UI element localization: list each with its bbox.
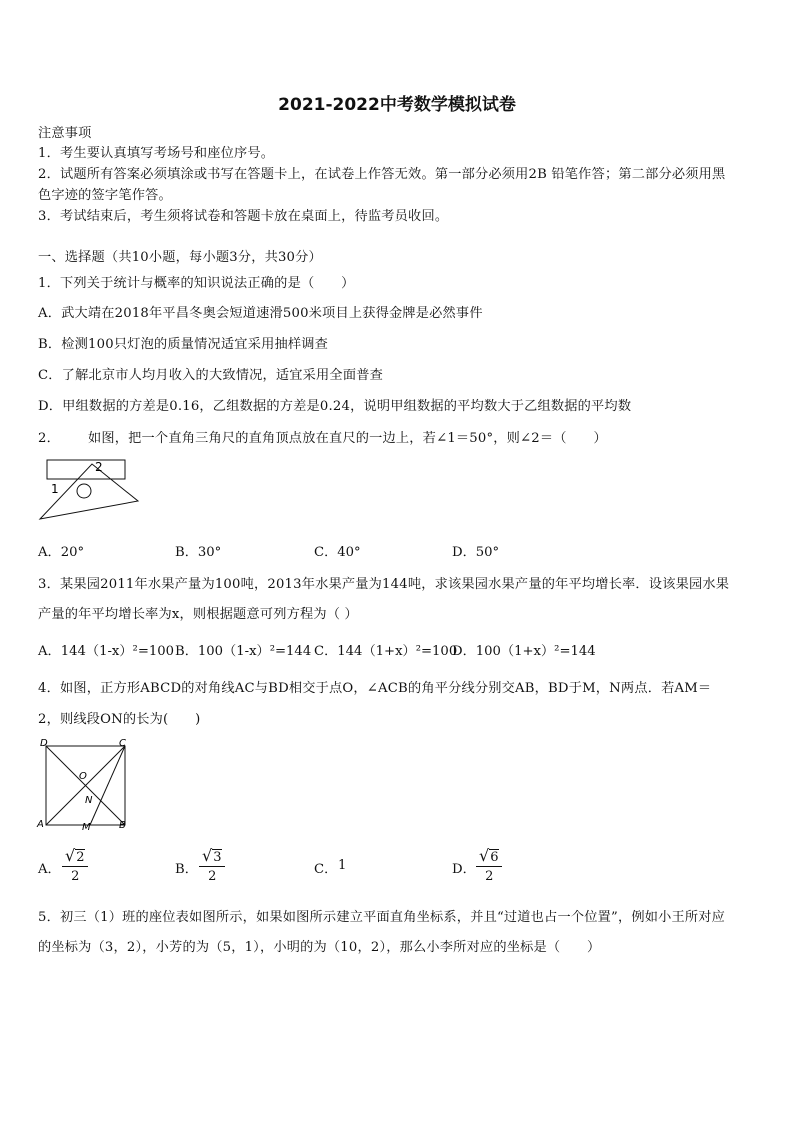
question-2-option-a: A．20°	[38, 545, 85, 560]
question-2-stem: 如图，把一个直角三角尺的直角顶点放在直尺的一边上，若∠1＝50°，则∠2＝（ ）	[88, 431, 607, 446]
ruler-triangle-figure	[36, 456, 146, 526]
angle-1-label: 1	[51, 482, 59, 496]
point-o-label: O	[79, 771, 87, 782]
question-2-option-c: C．40°	[314, 545, 361, 560]
question-4-stem-line-2: 2，则线段ON的长为( )	[38, 712, 201, 727]
question-4-option-d-label: D．	[452, 862, 476, 877]
triangle-hole	[77, 484, 91, 498]
question-3-option-a: A．144（1-x）²=100	[38, 644, 175, 659]
notice-item: 1．考生要认真填写考场号和座位序号。	[38, 146, 275, 161]
radicand: 6	[490, 850, 499, 865]
notice-heading: 注意事项	[38, 126, 92, 141]
radicand: 2	[76, 850, 85, 865]
question-4-option-b-label: B．	[175, 862, 198, 877]
notice-item: 3．考试结束后，考生须将试卷和答题卡放在桌面上，待监考员收回。	[38, 209, 449, 224]
question-2-option-d: D．50°	[452, 545, 500, 560]
vertex-a-label: A	[37, 819, 44, 830]
bisector-cm	[90, 746, 125, 825]
question-4-option-a-label: A．	[38, 862, 61, 877]
radicand: 3	[213, 850, 222, 865]
section-heading: 一、选择题（共10小题，每小题3分，共30分）	[38, 250, 322, 265]
question-4-stem-line-1: 4．如图，正方形ABCD的对角线AC与BD相交于点O，∠ACB的角平分线分别交AB，BD于M，N两点．若AM＝	[38, 681, 712, 696]
question-4-option-a-fraction: $\frac{√2}{2}$	[62, 846, 88, 884]
question-2-number: 2．	[38, 431, 60, 446]
question-4-option-b-fraction: $\frac{√3}{2}$	[199, 846, 225, 884]
denominator: 2	[208, 869, 217, 884]
question-4-option-c-label: C．	[314, 862, 338, 877]
vertex-d-label: D	[40, 738, 48, 749]
denominator: 2	[71, 869, 80, 884]
denominator: 2	[485, 869, 494, 884]
point-n-label: N	[85, 795, 93, 806]
question-2-option-b: B．30°	[175, 545, 222, 560]
notice-item: 色字迹的签字笔作答。	[38, 188, 172, 203]
question-3-option-b: B．100（1-x）²=144	[175, 644, 312, 659]
question-1-option-d: D．甲组数据的方差是0.16，乙组数据的方差是0.24，说明甲组数据的平均数大于乙组数据的平均数	[38, 399, 632, 414]
notice-item: 2．试题所有答案必须填涂或书写在答题卡上，在试卷上作答无效。第一部分必须用2B 铅笔作答；第二部分必须用黑	[38, 167, 726, 182]
question-1-stem: 1．下列关于统计与概率的知识说法正确的是（ ）	[38, 276, 355, 291]
question-3-stem-line-1: 3．某果园2011年水果产量为100吨，2013年水果产量为144吨，求该果园水果产量的年平均增长率．设该果园水果	[38, 577, 730, 592]
question-5-stem-line-2: 的坐标为（3，2），小芳的为（5，1），小明的为（10，2），那么小李所对应的坐标是（ ）	[38, 940, 601, 955]
question-4-option-d-fraction: $\frac{√6}{2}$	[476, 846, 502, 884]
point-m-label: M	[82, 822, 91, 833]
question-1-option-b: B．检测100只灯泡的质量情况适宜采用抽样调查	[38, 337, 329, 352]
vertex-b-label: B	[119, 820, 126, 831]
question-4-option-c-value: 1	[338, 858, 347, 873]
page-title: 2021-2022中考数学模拟试卷	[278, 95, 516, 115]
question-1-option-a: A．武大靖在2018年平昌冬奥会短道速滑500米项目上获得金牌是必然事件	[38, 306, 483, 321]
ruler-shape	[47, 460, 125, 479]
question-3-option-c: C．144（1+x）²=100	[314, 644, 458, 659]
question-5-stem-line-1: 5．初三（1）班的座位表如图所示，如果如图所示建立平面直角坐标系，并且“过道也占一个位置”，例如小王所对应	[38, 910, 726, 925]
question-3-option-d: D．100（1+x）²=144	[452, 644, 596, 659]
angle-2-label: 2	[95, 460, 103, 474]
question-1-option-c: C．了解北京市人均月收入的大致情况，适宜采用全面普查	[38, 368, 383, 383]
vertex-c-label: C	[119, 738, 126, 749]
question-3-stem-line-2: 产量的年平均增长率为x，则根据题意可列方程为（ ）	[38, 607, 358, 622]
square-figure	[34, 735, 134, 833]
